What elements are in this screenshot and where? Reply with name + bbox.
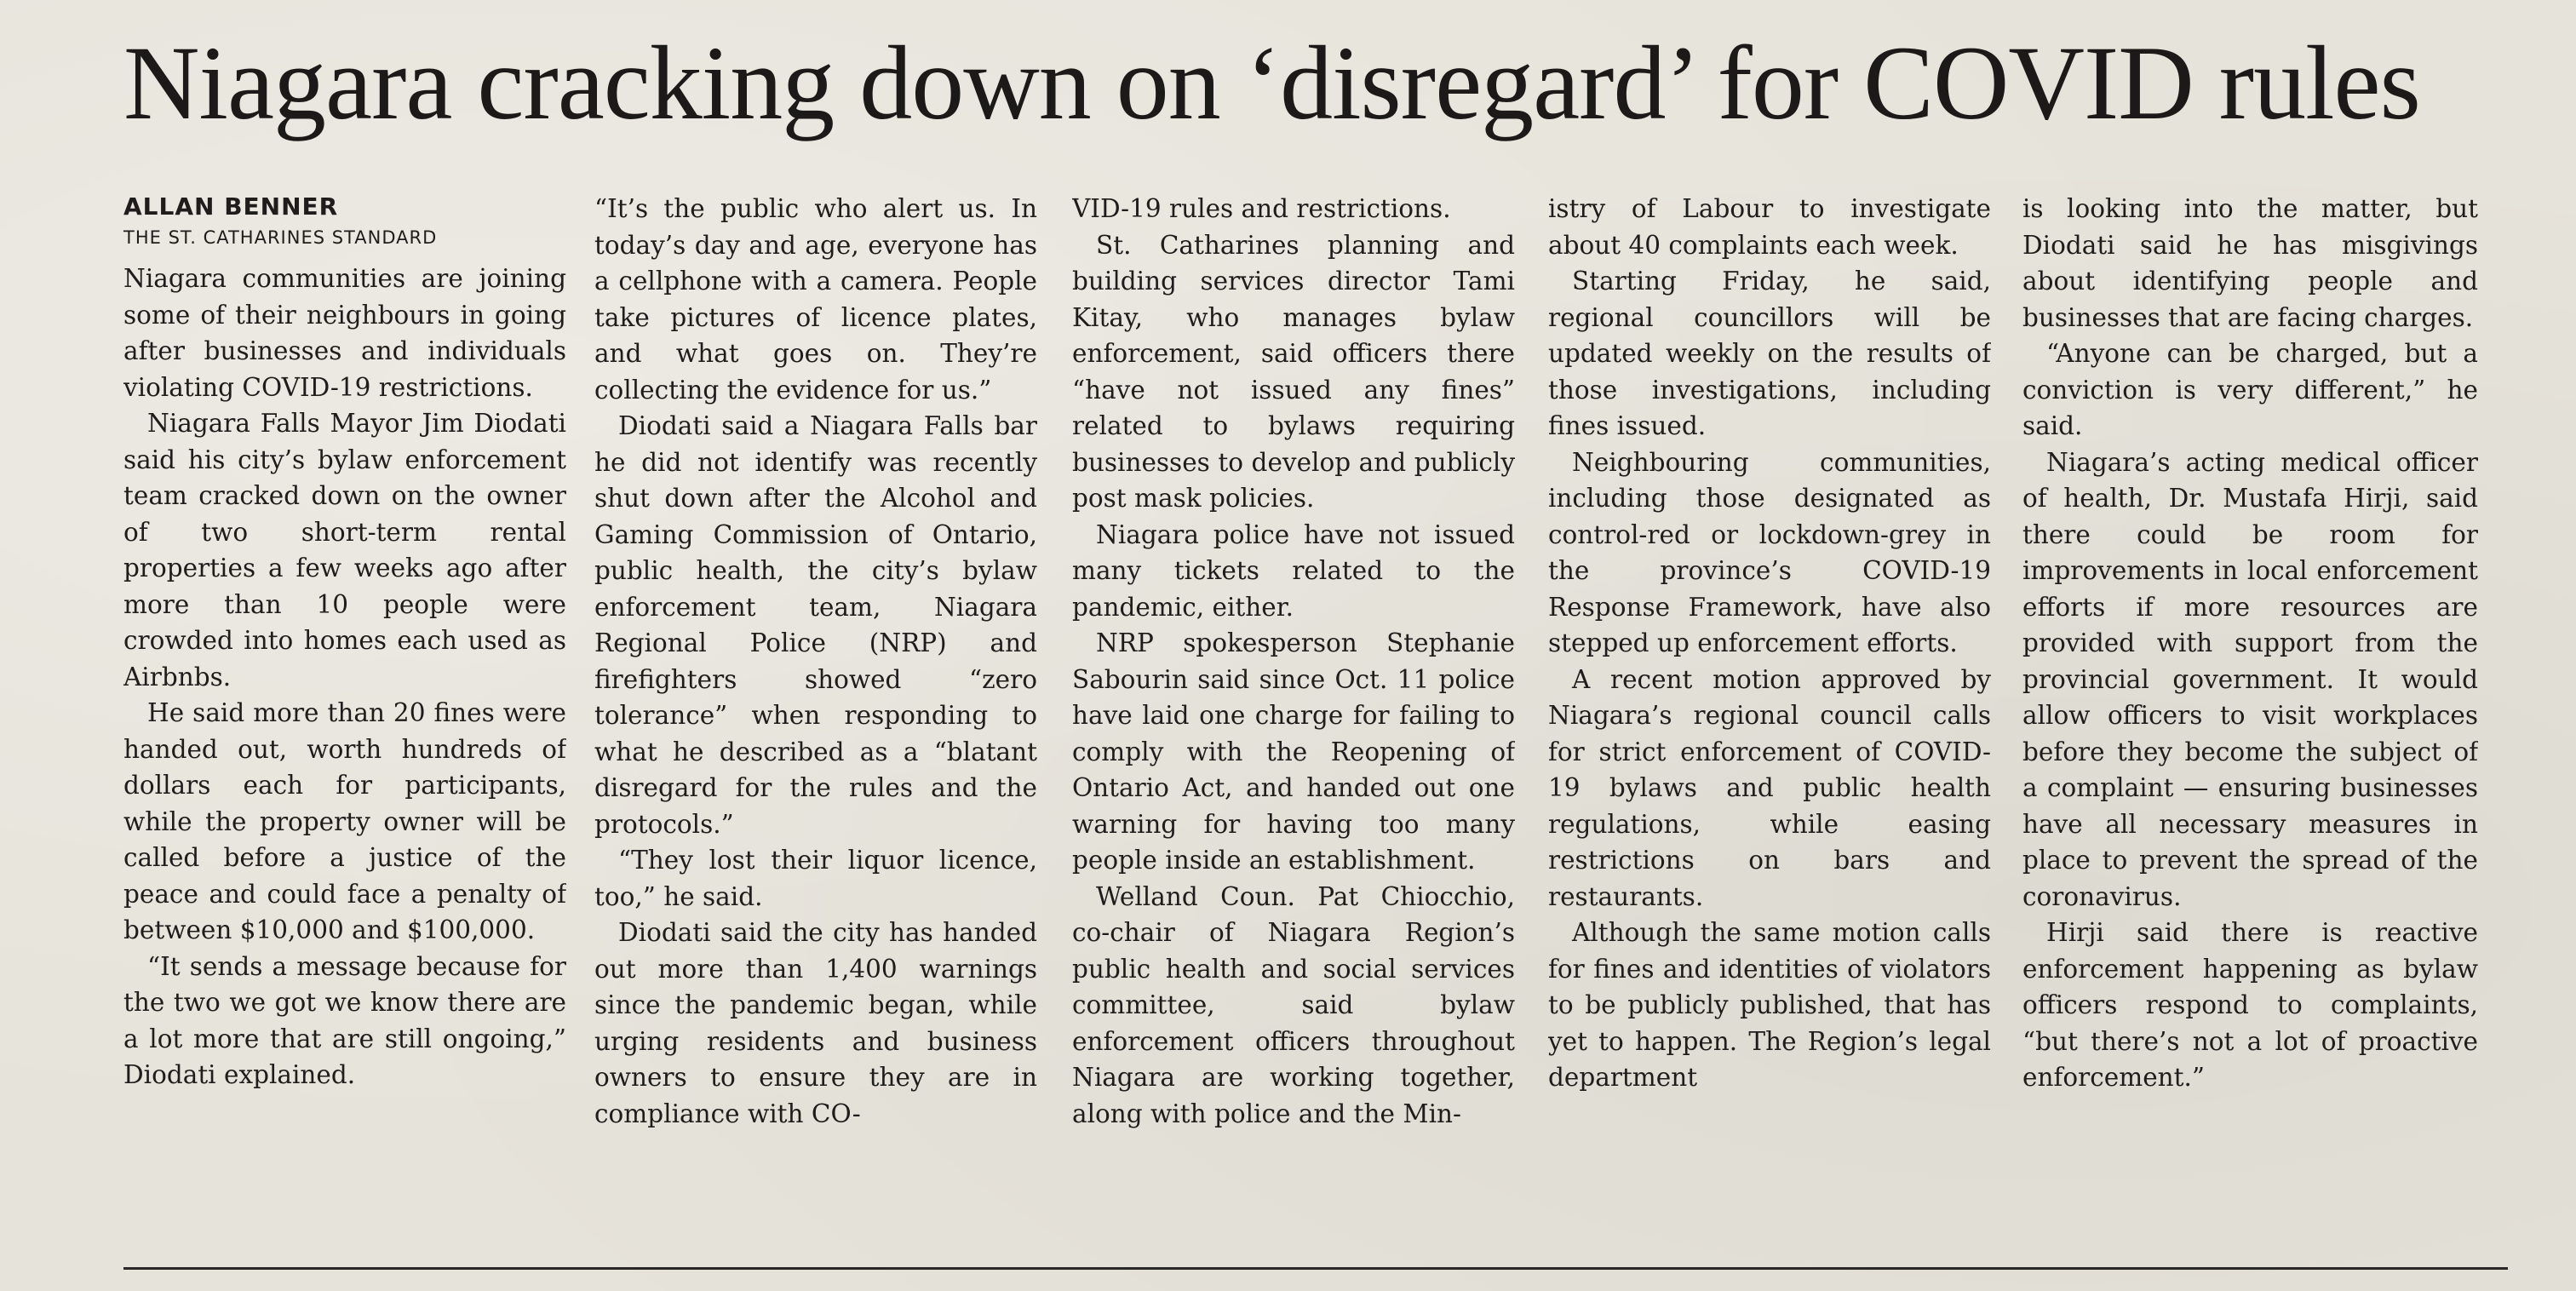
paragraph: A recent motion approved by Niagara’s regional council calls for strict enforcement of COVID-19 bylaws and public health regulations, while easing restrictions on bars and restaurants. [1548,664,1991,911]
paragraph: “Anyone can be charged, but a conviction is very different,” he said. [2022,339,2478,440]
paragraph: Starting Friday, he said, regional councillors will be updated weekly on the results of those investigations, including fines issued. [1548,267,1991,440]
article-column-2 [594,191,1037,1247]
article-column-3 [1072,191,1515,1247]
paragraph: Niagara Falls Mayor Jim Diodati said his city’s bylaw enforcement team cracked down on the owner of two short-term rental properties a few weeks ago after more than 10 people were crowded into homes each used as Airbnbs. [123,409,566,691]
paragraph: He said more than 20 fines were handed out, worth hundreds of dollars each for participants, while the property owner will be called before a justice of the peace and could face a penalty of between $10,000 and $100,000. [123,698,566,944]
paragraph: NRP spokesperson Stephanie Sabourin said since Oct. 11 police have laid one charge for failing to comply with the Reopening of Ontario Act, and handed out one warning for having too many people inside an establishment. [1072,628,1515,875]
byline [123,192,566,250]
paragraph: istry of Labour to investigate about 40 complaints each week. [1548,194,1991,260]
paragraph: Niagara communities are joining some of their neighbours in going after businesses and individuals violating COVID-19 restrictions. [123,264,566,402]
paragraph: VID-19 rules and restrictions. [1072,194,1451,223]
author-name: ALLAN BENNER [123,192,339,221]
paragraph: St. Catharines planning and building services director Tami Kitay, who manages bylaw enforcement, said officers there “have not issued any fines” related to bylaws requiring businesses to develop and publicly post mask policies. [1072,230,1515,513]
paragraph: Diodati said the city has handed out more than 1,400 warnings since the pandemic began, while urging residents and business owners to ensure they are in compliance with CO- [594,918,1037,1128]
paragraph: Niagara’s acting medical officer of health, Dr. Mustafa Hirji, said there could be room for improvements in local enforcement efforts if more resources are provided with support from the provincial government. It would allow officers to visit workplaces before they become the subject of a complaint — ensuring businesses have all necessary measures in place to prevent the spread of the coronavirus. [2022,447,2478,911]
paragraph: Diodati said a Niagara Falls bar he did not identify was recently shut down after the Alcohol and Gaming Commission of Ontario, public health, the city’s bylaw enforcement team, Niagara Regional Police (NRP) and firefighters showed “zero tolerance” when responding to what he described as a “blatant disregard for the rules and the protocols.” [594,411,1037,839]
author-outlet: THE ST. CATHARINES STANDARD [123,227,438,248]
paragraph: Niagara police have not issued many tickets related to the pandemic, either. [1072,519,1515,622]
headline: Niagara cracking down on ‘disregard’ for COVID rules [123,25,2420,141]
paragraph: “They lost their liquor licence, too,” he said. [594,846,1037,911]
paragraph: Welland Coun. Pat Chiocchio, co-chair of Niagara Region’s public health and social services committee, said bylaw enforcement officers throughout Niagara are working together, along with police and the Min- [1072,881,1515,1128]
article-column-1 [123,261,566,1248]
paragraph: “It sends a message because for the two we got we know there are a lot more that are still ongoing,” Diodati explained. [123,951,566,1089]
paragraph: Hirji said there is reactive enforcement happening as bylaw officers respond to complaints, “but there’s not a lot of proactive enforcement.” [2022,918,2478,1092]
bottom-rule [123,1267,2508,1270]
paragraph: “It’s the public who alert us. In today’s day and age, everyone has a cellphone with a camera. People take pictures of licence plates, and what goes on. They’re collecting the evidence for us.” [594,194,1037,405]
paragraph: is looking into the matter, but Diodati said he has misgivings about identifying people and businesses that are facing charges. [2022,194,2478,332]
paragraph: Although the same motion calls for fines and identities of violators to be publicly published, that has yet to happen. The Region’s legal department [1548,918,1991,1092]
article-column-4 [1548,191,1991,1247]
article-column-5 [2022,191,2478,1247]
paragraph: Neighbouring communities, including those designated as control-red or lockdown-grey in the province’s COVID-19 Response Framework, have also stepped up enforcement efforts. [1548,447,1991,657]
